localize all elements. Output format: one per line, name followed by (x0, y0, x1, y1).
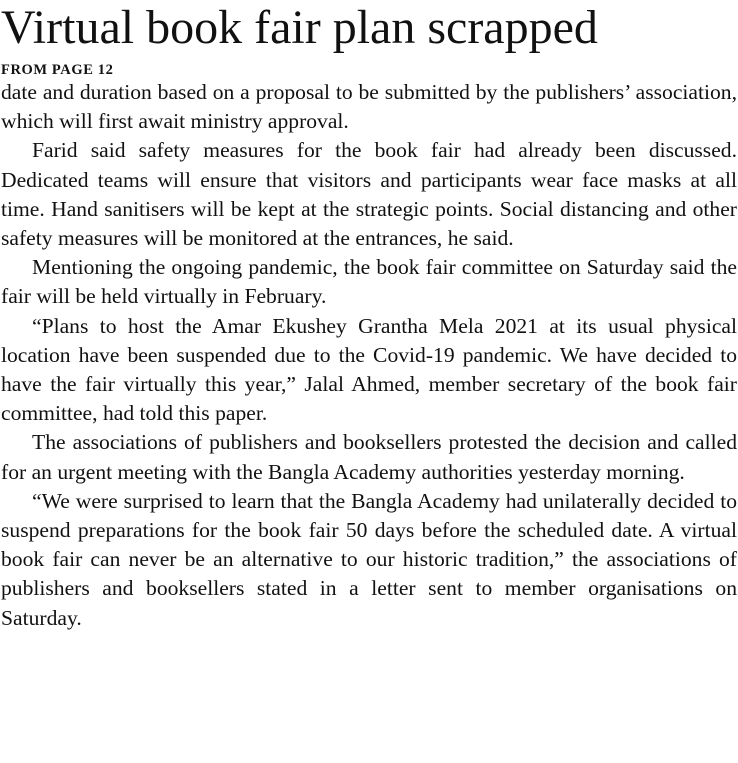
article-paragraph: The associations of publishers and booksellers protested the decision and called for an urgent meeting with the Bangla Academy authorities yesterday morning. (1, 430, 737, 484)
article-paragraph: “Plans to host the Amar Ekushey Grantha Mela 2021 at its usual physical location have been suspended due to the Covid-19 pandemic. We have decided to have the fair virtually this year,” Jalal Ahmed, member secretary of the book fair committee, had told this paper. (1, 313, 737, 426)
news-article (1, 0, 737, 633)
jump-line: FROM PAGE 12 (1, 62, 114, 78)
article-paragraph: “We were surprised to learn that the Bangla Academy had unilaterally decided to suspend preparations for the book fair 50 days before the scheduled date. A virtual book fair can never be an alternative to our historic tradition,” the associations of publishers and booksellers stated in a letter sent to member organisations on Saturday. (1, 488, 737, 630)
article-paragraph: Mentioning the ongoing pandemic, the book fair committee on Saturday said the fair will be held virtually in February. (1, 255, 737, 309)
article-body (1, 78, 737, 633)
article-paragraph: Farid said safety measures for the book fair had already been discussed. Dedicated teams will ensure that visitors and participants wear face masks at all time. Hand sanitisers will be kept at the strategic points. Social distancing and other safety measures will be monitored at the entrances, he said. (1, 138, 737, 251)
article-paragraph: date and duration based on a proposal to be submitted by the publishers’ association, which will first await ministry approval. (1, 80, 737, 134)
article-headline: Virtual book fair plan scrapped (1, 1, 598, 54)
